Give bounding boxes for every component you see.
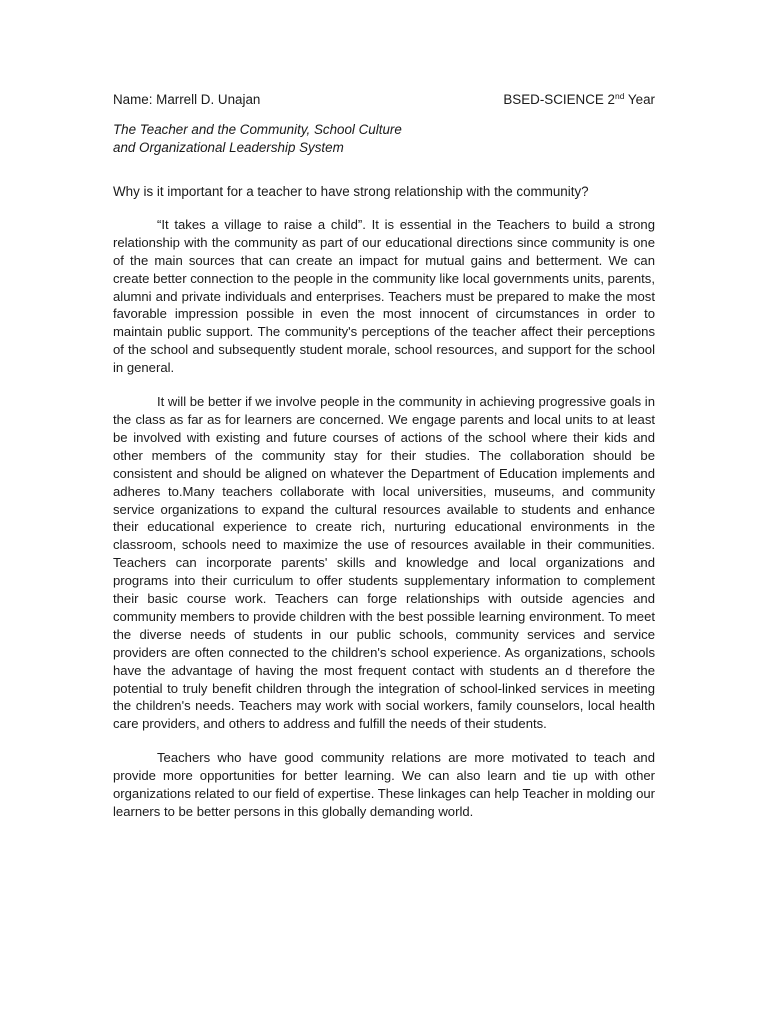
subtitle-line-1: The Teacher and the Community, School Culture — [113, 122, 402, 137]
course-year — [503, 91, 655, 109]
subtitle-line-2: and Organizational Leadership System — [113, 139, 344, 155]
header-row — [113, 91, 655, 111]
paragraph-3: Teachers who have good community relations are more motivated to teach and provide more opportunities for better learning. We can also learn and tie up with other organizations related to our field of expertise. These linkages can help Teacher in molding our learners to be better persons in this globally demanding world. — [113, 750, 655, 819]
course-name: BSED-SCIENCE 2 — [503, 92, 615, 107]
document-subtitle — [113, 121, 655, 156]
essay-question: Why is it important for a teacher to have strong relationship with the community? — [113, 184, 589, 199]
document-page — [113, 91, 655, 834]
course-ordinal: nd — [614, 91, 625, 101]
paragraph-2: It will be better if we involve people in the community in achieving progressive goals in the class as far as for learners are concerned. We engage parents and local units to at least be involved with existing and future courses of actions of the school where their kids and other members of the community stay for their studies. The collaboration should be consistent and should be aligned on whatever the Department of Education implements and adheres to.Many teachers collaborate with local universities, museums, and community service organizations to expand the cultural resources available to students and enhance their educational experience to create rich, nurturing educational environments in the classroom, schools need to maximize the use of resources available in their communities. Teachers can incorporate parents' skills and knowledge and local organizations and programs into their curriculum to offer students supplementary information to complement their basic course work. Teachers can forge relationships with outside agencies and community members to provide children with the best possible learning environment. To meet the diverse needs of students in our public schools, community services and service providers are often connected to the children's school experience. As organizations, schools have the advantage of having the most frequent contact with students an d therefore the potential to truly benefit children through the integration of school-linked services in meeting the children's needs. Teachers may work with social workers, family counselors, local health care providers, and others to address and fulfill the needs of their students. — [113, 394, 655, 732]
course-suffix: Year — [624, 92, 655, 107]
student-name: Name: Marrell D. Unajan — [113, 92, 261, 107]
paragraph-1: “It takes a village to raise a child”. It is essential in the Teachers to build a strong relationship with the community as part of our educational directions since community is one of the main sources that can create an impact for mutual gains and betterment. We can create better connection to the people in the community like local governments units, parents, alumni and private individuals and enterprises. Teachers must be prepared to make the most favorable impression possible in even the most innocent of circumstances in order to maintain public support. The community's perceptions of the teacher affect their perceptions of the school and subsequently student morale, school resources, and support for the school in general. — [113, 216, 655, 376]
